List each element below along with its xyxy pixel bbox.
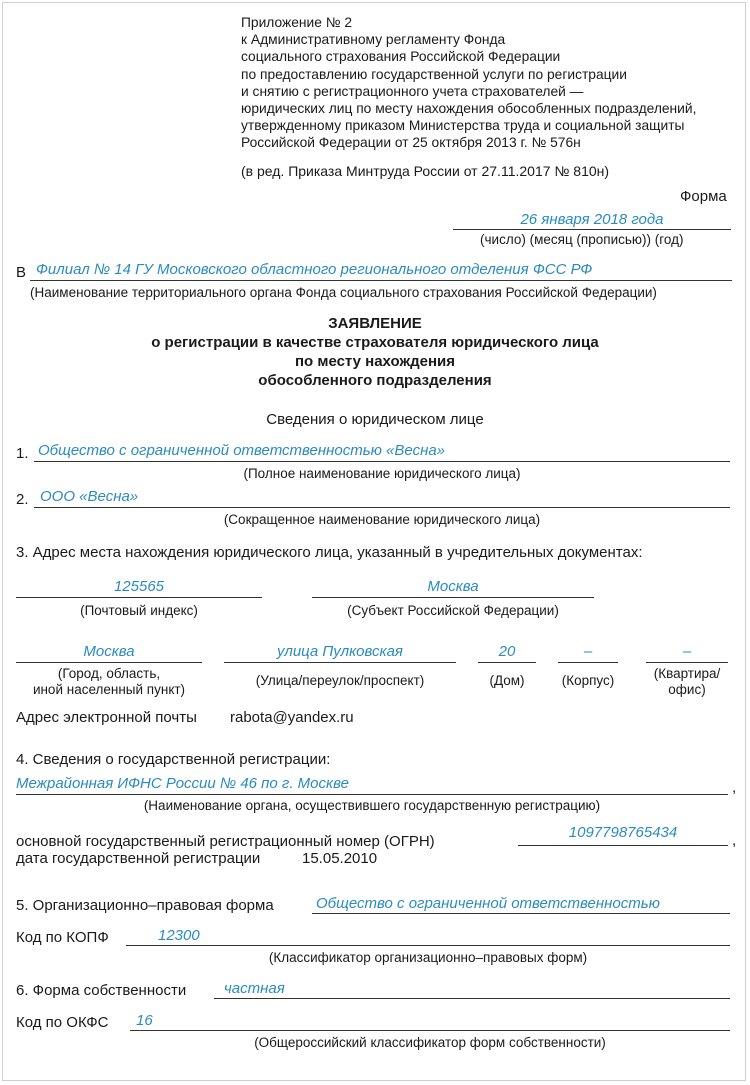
building-line [558,662,618,663]
region-value[interactable]: Москва [427,578,479,595]
header-line: Российской Федерации от 25 октября 2013 г. № 576н [241,135,581,151]
item1-hint: (Полное наименование юридического лица) [243,466,521,481]
legal-form-value[interactable]: Общество с ограниченной ответственностью [316,895,660,912]
amendment-note: (в ред. Приказа Минтруда России от 27.11.2017 № 810н) [241,163,610,179]
doc-subtitle: по месту нахождения [294,353,456,370]
region-hint: (Субъект Российской Федерации) [347,603,559,618]
city-hint: (Город, область, [57,666,161,681]
item1-value[interactable]: Общество с ограниченной ответственностью «Весна» [38,442,446,459]
house-hint: (Дом) [489,673,525,688]
postal-code-line [16,597,262,598]
kopf-hint: (Классификатор организационно–правовых форм) [268,950,588,965]
apartment-line [646,662,728,663]
item6-label: 6. Форма собственности [16,982,187,999]
city-line [16,662,202,663]
kopf-value[interactable]: 12300 [158,927,200,944]
city-value[interactable]: Москва [83,643,135,660]
header-line: Приложение № 2 [241,15,353,30]
building-value[interactable]: – [583,643,593,660]
okfs-value[interactable]: 16 [136,1012,153,1029]
item4-label: 4. Сведения о государственной регистрации: [16,751,331,768]
header-line: к Административному регламенту Фонда [241,32,506,48]
street-value[interactable]: улица Пулковская [277,643,403,660]
ogrn-label: основной государственный регистрационный номер (ОГРН) [16,833,435,850]
postal-code-value[interactable]: 125565 [113,578,165,595]
ogrn-value[interactable]: 1097798765434 [568,824,678,841]
registration-authority-hint: (Наименование органа, осуществившего государственную регистрацию) [143,798,601,813]
house-line [478,662,536,663]
apartment-value[interactable]: – [682,643,692,660]
recipient-prefix: В [16,264,27,281]
building-hint: (Корпус) [561,673,615,688]
street-hint: (Улица/переулок/проспект) [255,673,425,688]
postal-code-hint: (Почтовый индекс) [80,603,198,618]
kopf-line [126,945,730,946]
header-line: и снятию с регистрационного учета страхователей — [241,83,584,99]
item2-line [34,507,730,508]
item1-line [34,461,730,462]
header-line: социального страхования Российской Федерации [241,49,561,65]
okfs-line [130,1030,730,1031]
apartment-hint: (Квартира/ [653,666,721,681]
item2-value[interactable]: ООО «Весна» [40,488,139,505]
header-line: юридических лиц по месту нахождения обособленных подразделений, [241,101,697,117]
item3-label: 3. Адрес места нахождения юридического лица, указанный в учредительных документах: [16,544,643,561]
legal-form-line [312,913,730,914]
item1-number: 1. [16,445,29,462]
email-value[interactable]: rabota@yandex.ru [230,709,354,726]
email-label: Адрес электронной почты [16,709,197,726]
registration-authority-line [16,794,728,795]
registration-date-value[interactable]: 15.05.2010 [302,850,378,867]
ownership-form-line [214,998,730,999]
okfs-label: Код по ОКФС [16,1014,109,1031]
apartment-hint: офис) [668,682,706,697]
doc-subtitle: обособленного подразделения [258,372,492,389]
item2-number: 2. [16,491,29,508]
doc-title: ЗАЯВЛЕНИЕ [328,315,422,332]
doc-subtitle: о регистрации в качестве страхователя юридического лица [151,334,599,351]
comma: , [732,832,737,849]
recipient-hint: (Наименование территориального органа Фонда социального страхования Российской Федерации) [30,285,657,300]
date-line [453,229,731,230]
section-title: Сведения о юридическом лице [266,411,484,428]
house-value[interactable]: 20 [498,643,516,660]
recipient-value[interactable]: Филиал № 14 ГУ Московского областного регионального отделения ФСС РФ [36,261,593,278]
registration-authority-value[interactable]: Межрайонная ИФНС России № 46 по г. Москве [16,775,349,792]
okfs-hint: (Общероссийский классификатор форм собственности) [254,1035,606,1050]
city-hint: иной населенный пункт) [32,682,186,697]
region-line [312,597,594,598]
street-line [224,662,456,663]
item5-label: 5. Организационно–правовая форма [16,897,274,914]
header-line: утвержденному приказом Министерства труда и социальной защиты [241,118,685,134]
kopf-label: Код по КОПФ [16,929,109,946]
header-line: по предоставлению государственной услуги по регистрации [241,66,627,82]
header-block [241,14,696,152]
date-value[interactable]: 26 января 2018 года [520,211,664,228]
recipient-line [30,280,732,281]
ownership-form-value[interactable]: частная [224,980,285,997]
registration-date-label: дата государственной регистрации [16,850,261,867]
item2-hint: (Сокращенное наименование юридического лица) [223,512,541,527]
ogrn-line [518,845,728,846]
comma: , [732,779,737,796]
form-label: Форма [680,188,727,205]
date-hint: (число) (месяц (прописью)) (год) [480,232,684,247]
